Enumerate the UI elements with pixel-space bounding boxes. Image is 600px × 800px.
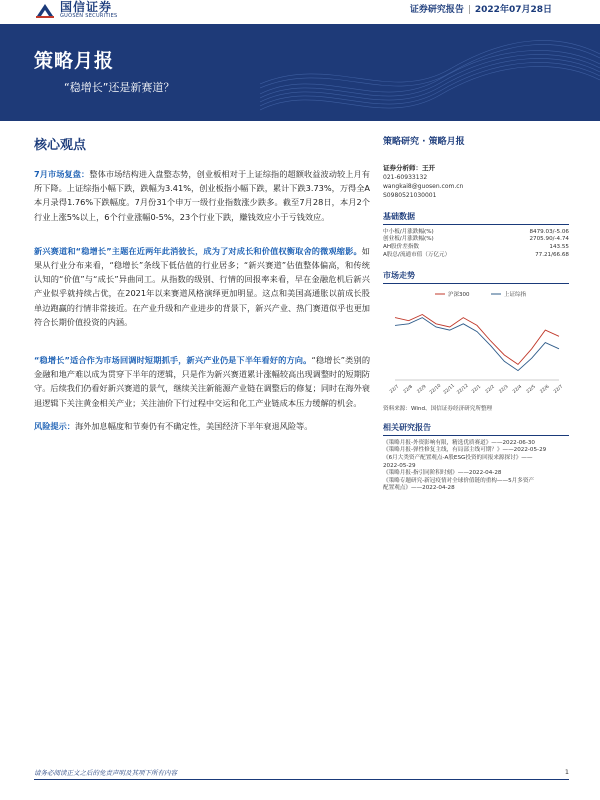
footer-divider	[34, 779, 569, 780]
x-tick-label: 22/9	[416, 384, 428, 395]
sector-tradeoff-paragraph	[34, 244, 370, 329]
analyst-name: 证券分析师：王开	[383, 164, 435, 172]
outlook-body: “稳增长”类别的金融和地产难以成为贯穿下半年的逻辑，只是作为新兴赛道累计涨幅较高出现调整时的短期防守。后续我们仍看好新兴赛道的景气，继续关注新能源产业链在调整后的修复；同时在海外衰退逻辑下关注黄金相关产业；关注油价下行过程中交运和化工产业链成本压力缓解的机会。	[34, 355, 371, 408]
research-category: 策略研究 · 策略月报	[383, 137, 465, 147]
market-trend-title: 市场走势	[383, 270, 569, 284]
related-report-item[interactable]: 配置观点》——2022-04-28	[383, 485, 455, 492]
report-meta: 证券研究报告 | 2022年07月28日	[409, 5, 552, 15]
x-tick-label: 22/6	[539, 384, 551, 395]
x-tick-label: 22/4	[512, 384, 524, 395]
top-bar	[0, 0, 600, 24]
basic-data-key: AH股价差指数	[383, 244, 420, 251]
legend-label: 上证综指	[504, 291, 527, 298]
basic-data-value: 143.55	[549, 244, 569, 251]
basic-data-key: 中小板/月涨跌幅(%)	[383, 228, 434, 235]
x-tick-label: 22/5	[525, 384, 537, 395]
analyst-email[interactable]: wangkai8@guosen.com.cn	[383, 183, 464, 191]
basic-data-key: 创业板/月涨跌幅(%)	[383, 236, 434, 243]
risk-body: 海外加息幅度和节奏仍有不确定性，美国经济下半年衰退风险等。	[74, 420, 313, 431]
outlook-paragraph	[34, 353, 370, 410]
report-subtitle: “稳增长”还是新赛道？	[64, 81, 175, 94]
analyst-phone: 021-60933132	[383, 174, 428, 181]
company-logo	[36, 0, 118, 20]
related-report-item[interactable]: 《策略月报-外资影响有限，精选优质赛道》——2022-06-30	[383, 439, 535, 446]
x-tick-label: 22/10	[429, 383, 443, 396]
report-title: 策略月报	[34, 50, 115, 72]
related-report-item[interactable]: 《6月大类资产配置观点-A股ESG投资的回报来源探讨》——	[383, 454, 533, 461]
x-tick-label: 22/3	[498, 384, 510, 395]
report-type: 证券研究报告	[409, 5, 464, 15]
banner-wave-decoration	[260, 24, 600, 121]
related-report-item[interactable]: 《策略专题研究-新冠疫情对全球价值链的重构——5月多资产	[383, 477, 535, 484]
sector-tradeoff-body: 如果从行业分布来看，“稳增长”条线下低估值的行业居多；“新兴赛道”估值整体偏高，和传统认知的“价值”与“成长”异曲同工。从指数的级别、行情的回报率来看，早在金融危机后新兴产业似乎就持续占优，在2021年以来赛道风格演绎更加明显。这点和美国高通胀以前成长股单边跑赢的行情非常接近。在产业升级和产业进步的背景下，新兴产业、热门赛道似乎也更加符合长期价值投资的内涵。	[34, 245, 370, 327]
logo-cn: 国信证券	[60, 0, 113, 14]
logo-mark-icon	[36, 2, 54, 18]
chart-source: 资料来源：Wind、国信证券经济研究所整理	[383, 405, 493, 412]
x-tick-label: 22/2	[484, 384, 496, 395]
risk-lead: 风险提示：	[34, 420, 75, 431]
logo-en: GUOSEN SECURITIES	[60, 13, 118, 19]
basic-data-value: 8479.03/-5.06	[529, 228, 569, 235]
page-number: 1	[564, 768, 569, 776]
market-trend-chart-svg	[383, 288, 569, 402]
basic-data-row	[383, 252, 569, 260]
market-review-lead: 7月市场复盘：	[34, 169, 90, 179]
x-tick-label: 22/7	[553, 384, 565, 395]
risk-paragraph	[34, 419, 370, 433]
x-tick-label: 22/8	[402, 384, 414, 395]
market-review-paragraph	[34, 167, 370, 224]
core-view-heading: 核心观点	[34, 138, 87, 153]
series-line-0	[395, 314, 559, 364]
market-review-body: 整体市场结构进入盘整态势，创业板相对于上证综指的超额收益波动较上月有所下降。上证综指小幅下跌，跌幅为3.41%，创业板指小幅下跌，累计下跌3.73%，万得全A本月录得1.76%下跌幅度。7月份31个申万一级行业指数涨少跌多。截至7月28日，本月2个行业上涨5%以上，6个行业涨幅0-5%，23个行业下跌，赚钱效应小于亏钱效应。	[34, 169, 370, 222]
sidebar	[383, 134, 569, 493]
related-reports-title: 相关研究报告	[383, 422, 569, 436]
related-report-item[interactable]: 《策略月报-指引同阶积时刻》——2022-04-28	[383, 470, 502, 477]
title-banner	[0, 24, 600, 121]
legend-label: 沪深300	[448, 291, 470, 298]
disclaimer: 请务必阅读正文之后的免责声明及其项下所有内容	[34, 769, 177, 777]
related-reports-list	[383, 440, 569, 493]
sector-tradeoff-lead: 新兴赛道和“稳增长”主题在近两年此消彼长，成为了对成长和价值权衡取舍的微观缩影。	[34, 245, 362, 256]
basic-data-row	[383, 244, 569, 252]
x-tick-label: 22/1	[471, 384, 483, 395]
basic-data-key: A股总/流通市值（万亿元）	[383, 252, 451, 258]
outlook-lead: “稳增长”适合作为市场回调时短期抓手，新兴产业仍是下半年看好的方向。	[34, 355, 312, 366]
basic-data-title: 基础数据	[383, 211, 569, 225]
x-tick-label: 22/12	[456, 383, 470, 396]
market-trend-chart	[383, 288, 569, 402]
report-date: 2022年07月28日	[474, 5, 552, 15]
x-tick-label: 22/7	[389, 384, 401, 395]
related-report-item[interactable]: 2022-05-29	[383, 462, 416, 469]
analyst-license: S0980521030001	[383, 192, 437, 200]
x-tick-label: 22/11	[442, 383, 456, 396]
basic-data-value: 2705.90/-4.74	[529, 236, 569, 243]
related-report-item[interactable]: 《策略月报-弹性修复主线，有局部主线可期？》——2022-05-29	[383, 447, 547, 454]
basic-data-value: 77.21/66.68	[535, 252, 569, 258]
main-content	[34, 134, 370, 433]
